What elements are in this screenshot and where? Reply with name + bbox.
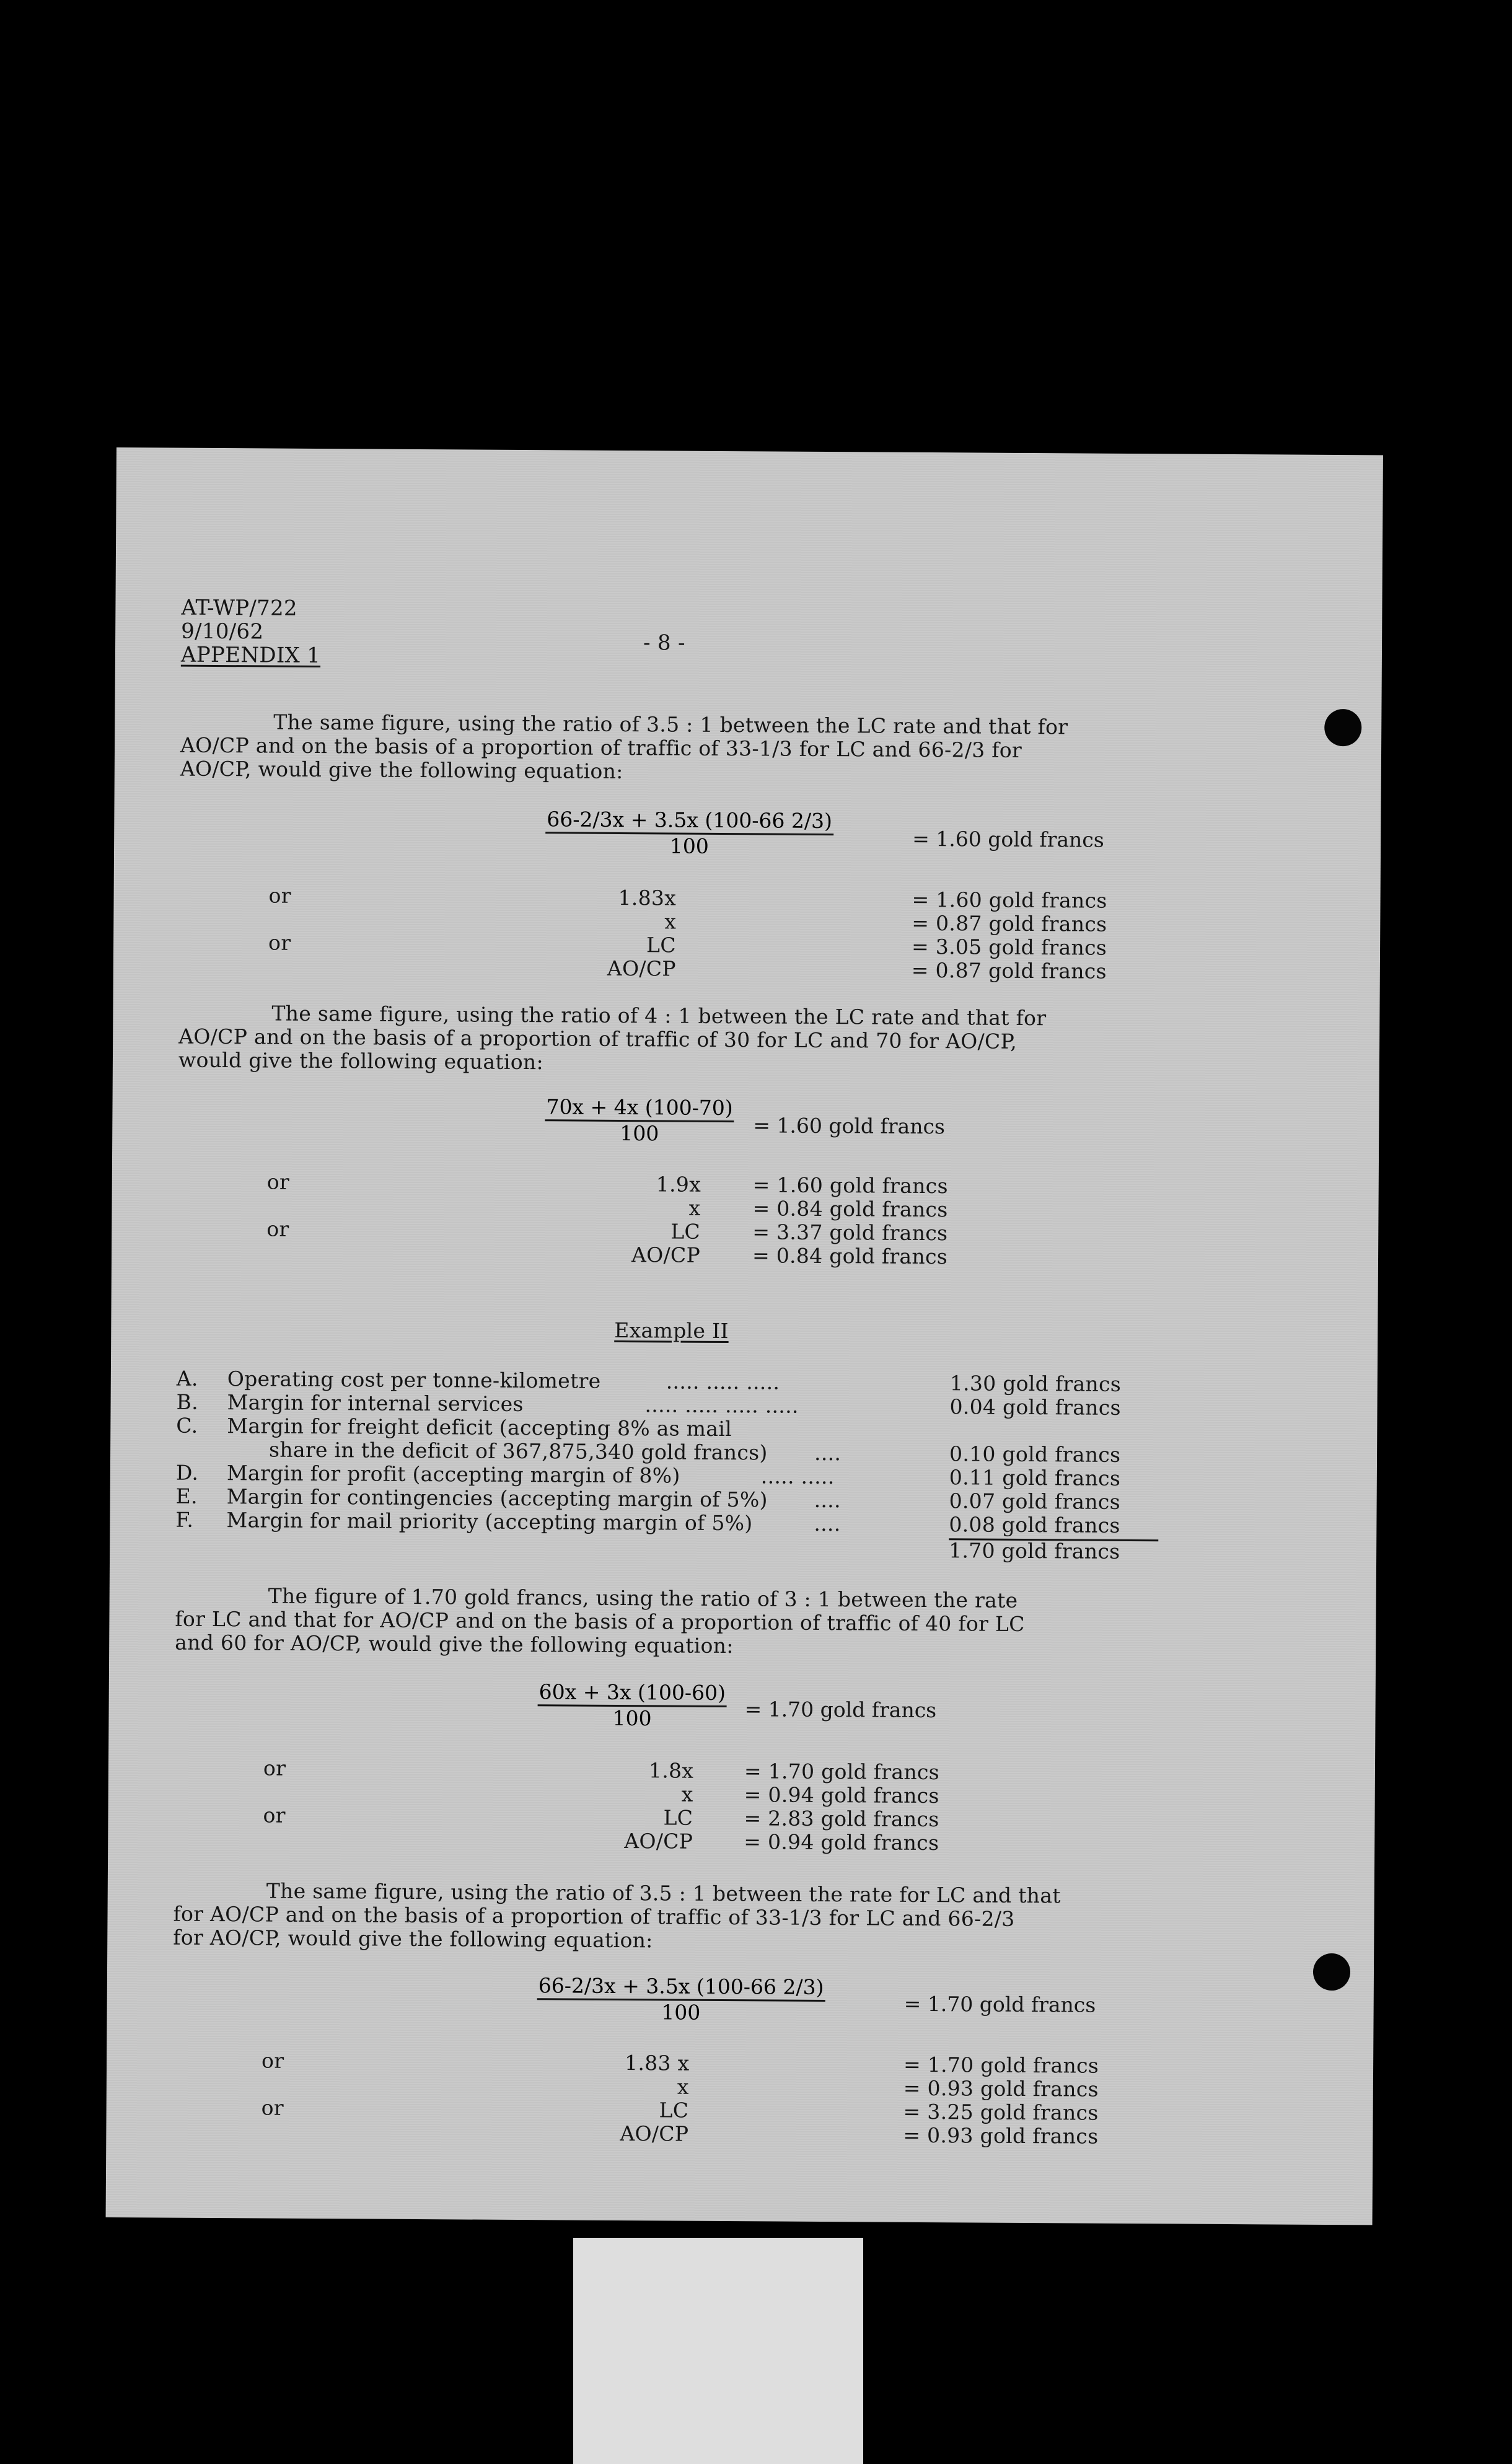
step-rhs: = 3.05 gold francs [911,934,1107,960]
step-prefix: or [268,930,291,955]
step-lhs: 1.83 x [624,2051,690,2075]
equation-denominator: 100 [620,1120,659,1146]
punch-hole [1324,709,1361,746]
equation-fraction [537,1679,727,1731]
item-text: Margin for mail priority (accepting margin of 5%) [226,1508,753,1536]
step-rhs: = 0.87 gold francs [911,957,1107,983]
step-lhs: 1.83x [618,885,677,910]
equation-denominator: 100 [661,2000,701,2025]
paragraph-line: AO/CP and on the basis of a proportion of traffic of 33-1/3 for LC and 66-2/3 for [180,733,1022,762]
document-page [106,447,1383,2225]
equation-denominator: 100 [669,834,709,858]
item-amount: 1.30 gold francs [949,1371,1122,1396]
step-lhs: LC [659,2098,689,2123]
step-lhs: AO/CP [620,2121,689,2146]
paragraph-line: would give the following equation: [178,1047,544,1075]
appendix-label: APPENDIX 1 [180,642,321,669]
step-lhs: LC [670,1219,701,1244]
equation-result: = 1.70 gold francs [744,1697,937,1723]
step-rhs: = 0.84 gold francs [752,1196,948,1222]
equation-fraction [545,1094,734,1146]
paragraph-line: The same figure, using the ratio of 3.5 : 1 between the rate for LC and that [266,1878,1061,1908]
step-prefix: or [268,883,291,908]
item-amount: 0.04 gold francs [949,1394,1121,1420]
punch-hole [1313,1953,1350,1991]
item-amount: 0.10 gold francs [949,1441,1121,1467]
step-prefix: or [266,1217,289,1241]
item-leader-dots: .... [814,1440,842,1466]
film-leader-strip [573,2238,863,2464]
step-rhs: = 3.25 gold francs [903,2099,1099,2125]
item-letter: B. [176,1389,199,1414]
section-title: Example II [614,1318,729,1344]
doc-reference: AT-WP/722 [181,595,298,621]
equation-fraction [545,807,833,859]
paragraph-line: AO/CP and on the basis of a proportion of traffic of 30 for LC and 70 for AO/CP, [178,1024,1018,1054]
item-text: share in the deficit of 367,875,340 gold francs) [269,1437,768,1465]
step-lhs: AO/CP [624,1829,693,1854]
step-rhs: = 1.70 gold francs [744,1759,940,1785]
equation-fraction [537,1973,825,2025]
step-prefix: or [263,1756,286,1780]
item-leader-dots: .... [814,1487,841,1513]
step-lhs: LC [663,1805,693,1830]
step-rhs: = 0.87 gold francs [912,910,1107,936]
equation-result: = 1.60 gold francs [912,826,1104,852]
step-rhs: = 1.70 gold francs [903,2052,1099,2078]
step-rhs: = 3.37 gold francs [752,1220,948,1246]
paragraph-line: for LC and that for AO/CP and on the basis of a proportion of traffic of 40 for LC [175,1606,1025,1636]
item-text: Margin for contingencies (accepting margin of 5%) [226,1484,768,1512]
step-rhs: = 0.93 gold francs [903,2075,1099,2101]
item-letter: E. [175,1484,198,1508]
item-leader-dots: ..... ..... ..... ..... [644,1393,799,1418]
item-text: Margin for internal services [227,1390,524,1417]
item-leader-dots: .... [814,1511,841,1536]
paragraph-line: The same figure, using the ratio of 3.5 : 1 between the LC rate and that for [273,710,1068,739]
step-prefix: or [261,2048,284,2073]
paragraph-line: for AO/CP and on the basis of a proportion of traffic of 33-1/3 for LC and 66-2/3 [173,1901,1015,1931]
step-lhs: AO/CP [631,1243,701,1267]
step-lhs: x [677,2074,689,2099]
paragraph-line: The figure of 1.70 gold francs, using the ratio of 3 : 1 between the rate [268,1583,1018,1613]
step-lhs: x [681,1782,693,1806]
step-rhs: = 0.93 gold francs [903,2123,1099,2149]
step-rhs: = 2.83 gold francs [744,1806,939,1832]
item-letter: A. [176,1366,198,1391]
paragraph-line: for AO/CP, would give the following equation: [173,1925,653,1953]
item-amount: 0.11 gold francs [949,1465,1121,1490]
item-total: 1.70 gold francs [949,1538,1120,1564]
step-rhs: = 0.84 gold francs [752,1243,948,1269]
item-text: Operating cost per tonne-kilometre [227,1366,601,1393]
item-letter: C. [176,1413,198,1438]
item-letter: F. [175,1507,194,1532]
item-text: Margin for profit (accepting margin of 8%) [226,1461,680,1488]
step-prefix: or [263,1803,286,1828]
step-lhs: AO/CP [607,956,676,981]
step-rhs: = 0.94 gold francs [744,1829,939,1855]
step-rhs: = 1.60 gold francs [912,887,1107,913]
equation-result: = 1.60 gold francs [753,1113,946,1139]
equation-numerator: 66-2/3x + 3.5x (100-66 2/3) [537,1973,825,2002]
item-leader-dots: ..... ..... ..... [666,1369,780,1394]
step-lhs: 1.8x [648,1758,694,1783]
step-rhs: = 1.60 gold francs [752,1173,948,1199]
step-lhs: 1.9x [656,1172,701,1197]
step-lhs: x [664,909,677,934]
equation-numerator: 70x + 4x (100-70) [545,1094,734,1122]
item-text: Margin for freight deficit (accepting 8% as mail [227,1414,732,1441]
item-amount: 0.07 gold francs [949,1489,1121,1514]
equation-denominator: 100 [612,1705,652,1731]
step-rhs: = 0.94 gold francs [744,1782,939,1808]
step-prefix: or [266,1169,290,1194]
page-number: - 8 - [643,630,685,656]
doc-date: 9/10/62 [181,618,264,645]
equation-numerator: 60x + 3x (100-60) [538,1679,727,1707]
paragraph-line: and 60 for AO/CP, would give the following equation: [175,1630,734,1658]
equation-result: = 1.70 gold francs [903,1991,1096,2017]
item-amount: 0.08 gold francs [949,1512,1120,1538]
paragraph-line: AO/CP, would give the following equation: [180,756,623,784]
equation-numerator: 66-2/3x + 3.5x (100-66 2/3) [545,807,833,835]
step-prefix: or [261,2095,284,2120]
step-lhs: LC [646,933,676,957]
paragraph-line: The same figure, using the ratio of 4 : 1 between the LC rate and that for [271,1001,1047,1031]
item-letter: D. [175,1460,199,1485]
item-leader-dots: ..... ..... [760,1464,835,1489]
step-lhs: x [688,1195,701,1220]
